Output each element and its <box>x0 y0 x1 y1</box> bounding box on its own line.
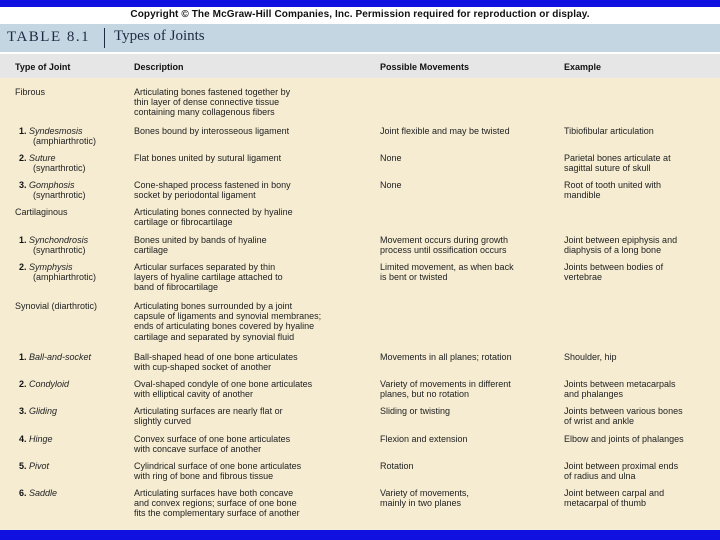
gliding-ex: Joints between various bones of wrist and ankle <box>564 406 683 427</box>
gliding-desc: Articulating surfaces are nearly flat or slightly curved <box>134 406 283 427</box>
header-description: Description <box>134 62 184 72</box>
condyloid-ex: Joints between metacarpals and phalanges <box>564 379 676 400</box>
gliding-mov: Sliding or twisting <box>380 406 451 416</box>
synchondrosis-ex: Joint between epiphysis and diaphysis of a long bone <box>564 235 678 256</box>
synchondrosis-mov: Movement occurs during growth process until ossification occurs <box>380 235 509 256</box>
gliding-type: 3. Gliding <box>19 406 58 416</box>
symphysis-mov: Limited movement, as when back is bent or twisted <box>380 262 514 283</box>
gomphosis-mov: None <box>380 180 402 190</box>
syndesmosis-type: 1. Syndesmosis (amphiarthrotic) <box>19 126 97 147</box>
suture-type: 2. Suture (synarthrotic) <box>19 153 86 174</box>
pivot-desc: Cylindrical surface of one bone articulates with ring of bone and fibrous tissue <box>134 461 302 482</box>
group-synovial-desc: Articulating bones surrounded by a joint capsule of ligaments and synovial membranes; ends of articulating bones covered by hyaline cartilage and separated by synovial fluid <box>134 301 322 342</box>
group-fibrous-desc: Articulating bones fastened together by thin layer of dense connective tissue containing many collagenous fibers <box>134 87 291 118</box>
saddle-type: 6. Saddle <box>19 488 58 498</box>
gomphosis-desc: Cone-shaped process fastened in bony socket by periodontal ligament <box>134 180 291 201</box>
gomphosis-ex: Root of tooth united with mandible <box>564 180 662 201</box>
synchondrosis-desc: Bones united by bands of hyaline cartilage <box>134 235 267 256</box>
saddle-desc: Articulating surfaces have both concave and convex regions; surface of one bone fits the complementary surface of another <box>134 488 300 519</box>
gomphosis-type: 3. Gomphosis (synarthrotic) <box>19 180 86 201</box>
hinge-mov: Flexion and extension <box>380 434 468 444</box>
copyright-notice: Copyright © The McGraw-Hill Companies, Inc. Permission required for reproduction or display. <box>130 9 590 20</box>
title-divider <box>104 28 105 48</box>
pivot-mov: Rotation <box>380 461 414 471</box>
group-cartilaginous-desc: Articulating bones connected by hyaline cartilage or fibrocartilage <box>134 207 293 228</box>
pivot-ex: Joint between proximal ends of radius and ulna <box>564 461 679 482</box>
condyloid-desc: Oval-shaped condyle of one bone articulates with elliptical cavity of another <box>134 379 313 400</box>
table-title: Types of Joints <box>114 28 205 44</box>
table-title-bar <box>0 24 720 52</box>
hinge-ex: Elbow and joints of phalanges <box>564 434 684 444</box>
saddle-mov: Variety of movements, mainly in two planes <box>380 488 469 509</box>
hinge-type: 4. Hinge <box>19 434 53 444</box>
group-cartilaginous-type: Cartilaginous <box>15 207 68 217</box>
header-example: Example <box>564 62 602 72</box>
syndesmosis-mov: Joint flexible and may be twisted <box>380 126 510 136</box>
table-number: TABLE 8.1 <box>7 29 91 45</box>
header-type: Type of Joint <box>15 62 71 72</box>
symphysis-desc: Articular surfaces separated by thin layers of hyaline cartilage attached to band of fibrocartilage <box>134 262 283 293</box>
ballsocket-type: 1. Ball-and-socket <box>19 352 92 362</box>
hinge-desc: Convex surface of one bone articulates with concave surface of another <box>134 434 291 455</box>
slide-page <box>0 7 720 530</box>
saddle-ex: Joint between carpal and metacarpal of thumb <box>564 488 665 509</box>
ballsocket-mov: Movements in all planes; rotation <box>380 352 512 362</box>
ballsocket-ex: Shoulder, hip <box>564 352 617 362</box>
syndesmosis-ex: Tibiofibular articulation <box>564 126 654 136</box>
group-synovial-type: Synovial (diarthrotic) <box>15 301 98 311</box>
header-movements: Possible Movements <box>380 62 470 72</box>
symphysis-ex: Joints between bodies of vertebrae <box>564 262 664 283</box>
condyloid-type: 2. Condyloid <box>19 379 70 389</box>
synchondrosis-type: 1. Synchondrosis (synarthrotic) <box>19 235 89 256</box>
condyloid-mov: Variety of movements in different planes, but no rotation <box>380 379 511 400</box>
symphysis-type: 2. Symphysis (amphiarthrotic) <box>19 262 97 283</box>
pivot-type: 5. Pivot <box>19 461 50 471</box>
suture-mov: None <box>380 153 402 163</box>
table-header-row <box>0 54 720 78</box>
table-body <box>0 78 720 530</box>
group-fibrous-type: Fibrous <box>15 87 46 97</box>
suture-ex: Parietal bones articulate at sagittal suture of skull <box>564 153 671 174</box>
syndesmosis-desc: Bones bound by interosseous ligament <box>134 126 290 136</box>
ballsocket-desc: Ball-shaped head of one bone articulates with cup-shaped socket of another <box>134 352 298 373</box>
suture-desc: Flat bones united by sutural ligament <box>134 153 282 163</box>
